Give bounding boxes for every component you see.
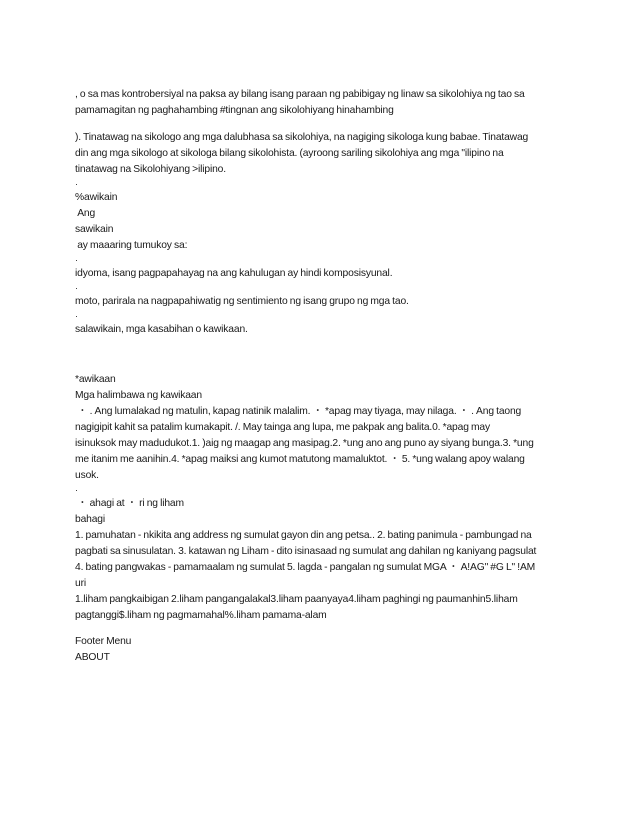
paragraph-line: , o sa mas kontrobersiyal na paksa ay bilang isang paraan ng pabibigay ng linaw sa sikolohiya ng tao sa: [75, 89, 525, 100]
section-heading: *awikaan: [75, 374, 116, 385]
text-line: me itanim me aanihin.4. *apag maiksi ang kumot matutong mamaluktot. ・ 5. *ung walang apoy walang: [75, 454, 525, 465]
list-item: idyoma, isang pagpapahayag na ang kahulugan ay hindi komposisyunal.: [75, 268, 393, 279]
footer-about-link[interactable]: ABOUT: [75, 652, 110, 663]
list-item: salawikain, mga kasabihan o kawikaan.: [75, 324, 248, 335]
text-line: pagbati sa sinusulatan. 3. katawan ng Liham - dito isinasaad ng sumulat ang dahilan ng kaniyang pagsulat: [75, 546, 537, 557]
text-line: Ang: [75, 208, 96, 219]
paragraph-line: din ang mga sikologo at sikologa bilang sikolohista. (ayroong sariling sikolohiya ang mga "ilipino na: [75, 148, 504, 159]
text-line: nagigipit kahit sa patalim kumakapit. /. May tainga ang lupa, me pakpak ang balita.0. *apag may: [75, 422, 490, 433]
bullet-dot: ·: [75, 283, 78, 293]
bullet-dot: ·: [75, 485, 78, 495]
text-line: 1.liham pangkaibigan 2.liham pangangalakal3.liham paanyaya4.liham paghingi ng paumanhin5.liham: [75, 594, 518, 605]
bullet-dot: ·: [75, 255, 78, 265]
document-content: [75, 87, 565, 666]
footer-menu-label: Footer Menu: [75, 636, 132, 647]
text-line: 4. bating pangwakas - pamamaalam ng sumulat 5. lagda - pangalan ng sumulat MGA ・ A!AG" #G L" !AM: [75, 562, 536, 573]
text-line: Mga halimbawa ng kawikaan: [75, 390, 202, 401]
text-line: isinuksok may madudukot.1. )aig ng maagap ang masipag.2. *ung ano ang puno ay siyang bunga.3. *ung: [75, 438, 534, 449]
section-heading: ・ ahagi at ・ ri ng liham: [75, 498, 184, 509]
text-line: ay maaaring tumukoy sa:: [75, 240, 188, 251]
paragraph-line: pamamagitan ng paghahambing #tingnan ang sikolohiyang hinahambing: [75, 105, 394, 116]
text-line: uri: [75, 578, 86, 589]
paragraph-line: ). Tinatawag na sikologo ang mga dalubhasa sa sikolohiya, na nagiging sikologa kung babae. Tinatawag: [75, 132, 529, 143]
section-heading: %awikain: [75, 192, 118, 203]
bullet-dot: ·: [75, 179, 78, 189]
text-line: pagtanggi$.liham ng pagmamahal%.liham pamama-alam: [75, 610, 327, 621]
text-line: sawikain: [75, 224, 114, 235]
text-line: 1. pamuhatan - nkikita ang address ng sumulat gayon din ang petsa.. 2. bating panimula - pambungad na: [75, 530, 532, 541]
text-line: ・ . Ang lumalakad ng matulin, kapag natinik malalim. ・ *apag may tiyaga, may nilaga. ・ . Ang taong: [75, 406, 522, 417]
list-item: moto, parirala na nagpapahiwatig ng sentimiento ng isang grupo ng mga tao.: [75, 296, 409, 307]
paragraph-line: tinatawag na Sikolohiyang >ilipino.: [75, 164, 226, 175]
bullet-dot: ·: [75, 311, 78, 321]
text-line: usok.: [75, 470, 99, 481]
text-line: bahagi: [75, 514, 106, 525]
